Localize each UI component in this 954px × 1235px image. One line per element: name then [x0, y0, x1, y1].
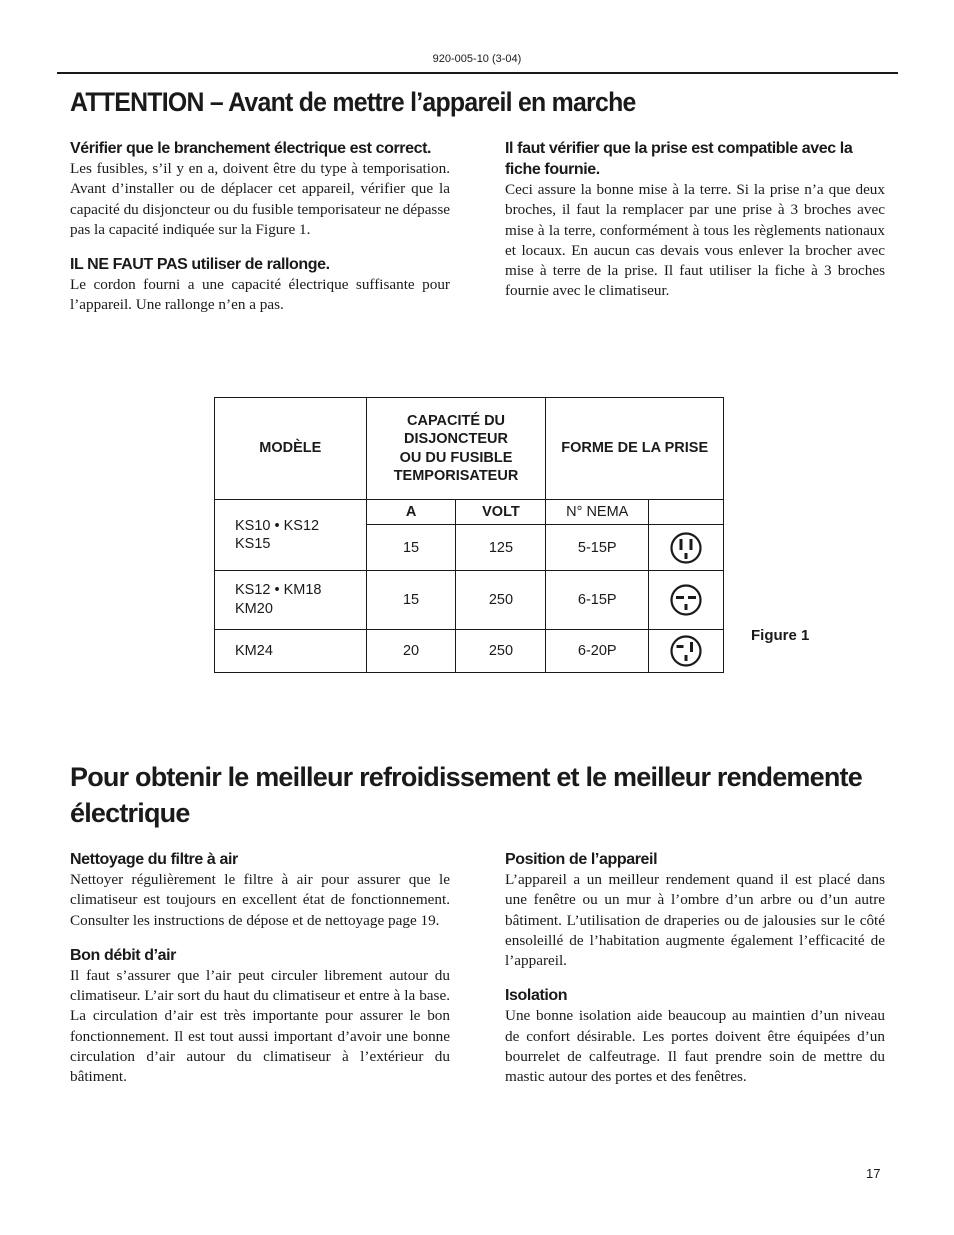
- page-number: 17: [866, 1166, 881, 1181]
- model-cell: [215, 630, 367, 673]
- nema-cell: 5-15P: [546, 525, 649, 571]
- volts-cell: 250: [456, 571, 546, 630]
- section-text-filter: Nettoyer régulièrement le filtre à air pour assurer que le climatiseur est toujours en excellent état de fonctionnement. Consulter les instructions de dépose et de nettoyage page 19.: [70, 871, 450, 929]
- model-line: KS12 • KM18: [235, 582, 322, 598]
- header-rule: [57, 72, 898, 74]
- section-heading-insulation: Isolation: [505, 987, 568, 1005]
- amps-cell: 15: [366, 571, 456, 630]
- model-line: KS10 • KS12: [235, 518, 320, 534]
- section-heading-airflow: Bon débit d’air: [70, 946, 177, 964]
- model-line: KS15: [235, 536, 271, 552]
- header-capacity: [366, 398, 546, 500]
- subheader-amps: A: [366, 500, 456, 525]
- volts-cell: 125: [456, 525, 546, 571]
- document-code: 920-005-10 (3-04): [432, 53, 522, 65]
- section-heading-filter: Nettoyage du filtre à air: [70, 851, 238, 868]
- model-cell: [215, 500, 367, 571]
- header-capacity-line: DISJONCTEUR: [404, 431, 508, 447]
- section-text-electrical: Les fusibles, s’il y en a, doivent être du type à temporisation. Avant d’installer ou de déplacer cet appareil, vérifier que la capacité du disjoncteur ou du fusible temporisateur ne dépasse pas la capacité indiquée sur la Figure 1.: [70, 160, 450, 238]
- model-line: KM20: [235, 601, 273, 617]
- performance-left-column: [70, 849, 450, 1088]
- header-capacity-line: CAPACITÉ DU: [407, 412, 506, 429]
- nema-cell: 6-20P: [546, 630, 649, 673]
- section-heading-extension: IL NE FAUT PAS utiliser de rallonge.: [70, 256, 330, 274]
- amps-cell: 20: [366, 630, 456, 673]
- section-heading-outlet: Il faut vérifier que la prise est compatible avec la fiche fournie.: [505, 140, 853, 178]
- table-row: [215, 571, 724, 630]
- table-header-row: [215, 398, 724, 500]
- header-model: MODÈLE: [215, 398, 367, 500]
- plug-6-15p-icon: [669, 583, 703, 617]
- figure-label: Figure 1: [751, 627, 810, 644]
- plug-5-15p-icon: [669, 531, 703, 565]
- plug-cell: [649, 571, 724, 630]
- table-subheader-row: [215, 500, 724, 525]
- volts-cell: 250: [456, 630, 546, 673]
- subheader-blank: [649, 500, 724, 525]
- plug-cell: [649, 630, 724, 673]
- attention-right-column: [505, 138, 885, 302]
- table-row: [215, 630, 724, 673]
- model-cell: [215, 571, 367, 630]
- plug-6-20p-icon: [669, 634, 703, 668]
- section-text-insulation: Une bonne isolation aide beaucoup au maintien d’un niveau de confort désirable. Les portes doivent être équipées d’un bourrelet de calfeutrage. Il faut prendre soin de mettre du mastic autour des portes et des fenêtres.: [505, 1007, 885, 1086]
- section-text-position: L’appareil a un meilleur rendement quand il est placé dans une fenêtre ou un mur à l’ombre d’un arbre ou d’un autre bâtiment. L’utilisation de draperies ou de jalousies sur le côté ensoleillé de l’habitation augmente également l’efficacité de l’appareil.: [505, 871, 885, 970]
- model-line: KM24: [235, 643, 273, 659]
- amps-cell: 15: [366, 525, 456, 571]
- header-plug-shape: FORME DE LA PRISE: [546, 398, 724, 500]
- section-heading-electrical: Vérifier que le branchement électrique est correct.: [70, 140, 432, 157]
- attention-left-column: [70, 138, 450, 316]
- section-text-outlet: Ceci assure la bonne mise à la terre. Si la prise n’a que deux broches, il faut la remplacer par une prise à 3 broches avec mise à la terre, conformément à tous les règlements nationaux et locaux. En aucun cas devais vous enlever la brocher avec mise à terre de la prise. Il faut utiliser la fiche à 3 broches fournie avec le climatiseur.: [505, 181, 885, 300]
- attention-title: ATTENTION – Avant de mettre l’appareil en marche: [70, 87, 636, 117]
- header-capacity-line: TEMPORISATEUR: [393, 468, 519, 484]
- performance-title: Pour obtenir le meilleur refroidissement et le meilleur rendemente électrique: [70, 762, 862, 828]
- nema-cell: 6-15P: [546, 571, 649, 630]
- performance-right-column: [505, 849, 885, 1088]
- plug-cell: [649, 525, 724, 571]
- section-text-extension: Le cordon fourni a une capacité électrique suffisante pour l’appareil. Une rallonge n’en a pas.: [70, 276, 450, 314]
- electrical-spec-table: [214, 397, 724, 673]
- section-heading-position: Position de l’appareil: [505, 851, 658, 868]
- subheader-nema: N° NEMA: [546, 500, 649, 525]
- header-capacity-line: OU DU FUSIBLE: [399, 449, 513, 466]
- subheader-volts: VOLT: [456, 500, 546, 525]
- section-text-airflow: Il faut s’assurer que l’air peut circuler librement autour du climatiseur. L’air sort du haut du climatiseur et entre à la base. La circulation d’air est très importante pour assurer le bon fonctionnement. Il est tout aussi important d’avoir une bonne circulation d’air autour du climatiseur à l’extérieur du bâtiment.: [70, 966, 450, 1086]
